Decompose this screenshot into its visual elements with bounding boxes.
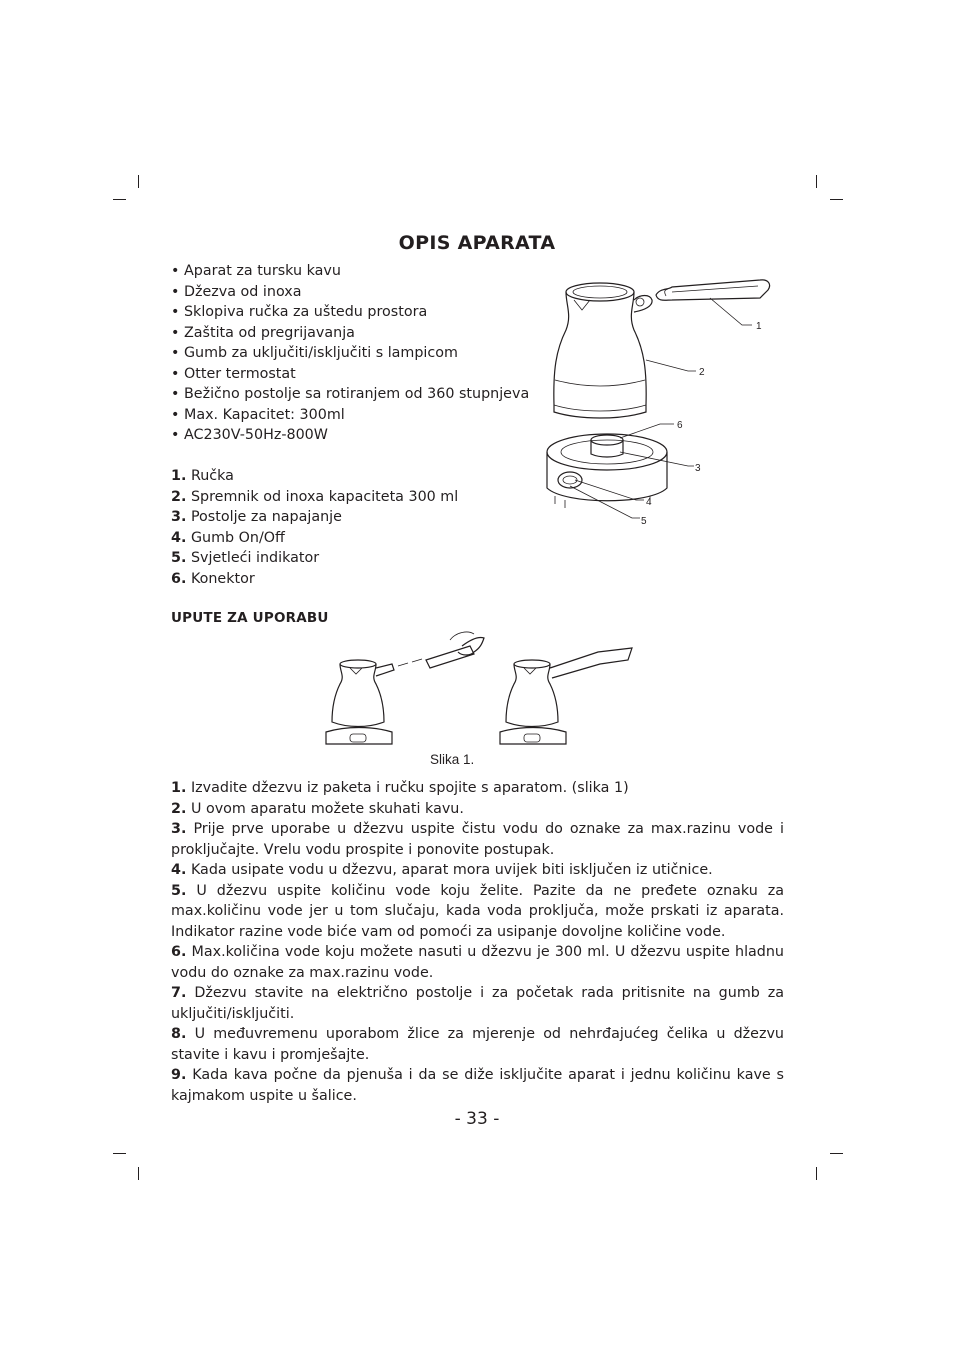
step-item bbox=[171, 881, 784, 943]
step-text: Kada usipate vodu u džezvu, aparat mora uvijek biti isključen iz utičnice. bbox=[190, 862, 713, 878]
step-number: 8. bbox=[171, 1026, 187, 1042]
step-number: 6. bbox=[171, 944, 187, 960]
step-text: U međuvremenu uporabom žlice za mjerenje od nehrđajućeg čelika u džezvu stavite i kavu i promješajte. bbox=[171, 1026, 784, 1063]
step-item bbox=[171, 983, 784, 1024]
feature-item: • Max. Kapacitet: 300ml bbox=[171, 406, 345, 423]
feature-item: • Sklopiva ručka za uštedu prostora bbox=[171, 304, 428, 320]
part-number: 2. bbox=[171, 488, 187, 505]
part-label: Konektor bbox=[190, 570, 255, 587]
step-number: 4. bbox=[171, 862, 187, 878]
feature-item: • Gumb za uključiti/isključiti s lampicom bbox=[171, 345, 458, 361]
step-item bbox=[171, 942, 784, 983]
part-label: Postolje za napajanje bbox=[190, 509, 342, 525]
figure-caption: Slika 1. bbox=[430, 752, 475, 767]
step-text: Max.količina vode koju možete nasuti u džezvu je 300 ml. U džezvu uspite hladnu vodu do oznake za max.razinu vode. bbox=[171, 944, 784, 981]
step-text: Izvadite džezvu iz paketa i ručku spojite s aparatom. (slika 1) bbox=[190, 780, 629, 796]
part-number: 1. bbox=[171, 468, 187, 484]
step-number: 9. bbox=[171, 1067, 187, 1083]
step-item bbox=[171, 799, 784, 820]
feature-item: • Džezva od inoxa bbox=[171, 283, 302, 300]
diagram-label: 6 bbox=[677, 420, 683, 431]
step-text: Kada kava počne da pjenuša i da se diže isključite aparat i jednu količinu kave s kajmakom uspite u šalice. bbox=[171, 1067, 785, 1104]
feature-item: • Bežično postolje sa rotiranjem od 360 stupnjeva bbox=[171, 386, 530, 402]
part-label: Ručka bbox=[190, 468, 234, 484]
step-number: 3. bbox=[171, 821, 187, 837]
diagram-label: 3 bbox=[695, 463, 701, 474]
step-item bbox=[171, 778, 784, 799]
step-item bbox=[171, 860, 784, 881]
feature-item: • Otter termostat bbox=[171, 365, 296, 382]
instruction-steps bbox=[171, 778, 784, 1106]
usage-heading: UPUTE ZA UPORABU bbox=[171, 610, 329, 626]
part-number: 4. bbox=[171, 529, 187, 546]
step-number: 1. bbox=[171, 780, 187, 796]
diagram-label: 2 bbox=[699, 367, 705, 378]
part-number: 6. bbox=[171, 570, 187, 587]
page-number: - 33 - bbox=[454, 1109, 500, 1129]
part-number: 3. bbox=[171, 509, 187, 525]
pot-with-detached-handle bbox=[326, 632, 484, 744]
diagram-label: 1 bbox=[756, 321, 762, 332]
part-number: 5. bbox=[171, 550, 187, 566]
step-number: 7. bbox=[171, 985, 187, 1001]
step-text: Prije prve uporabe u džezvu uspite čistu vodu do oznake za max.razinu vode i proključajte. Vrelu vodu prospite i ponovite postupak. bbox=[171, 821, 784, 858]
step-item bbox=[171, 1065, 784, 1106]
page-title: OPIS APARATA bbox=[398, 232, 556, 254]
step-number: 5. bbox=[171, 882, 187, 899]
step-number: 2. bbox=[171, 800, 187, 817]
part-label: Svjetleći indikator bbox=[190, 550, 320, 566]
diagram-label: 4 bbox=[646, 497, 652, 508]
step-item bbox=[171, 1024, 784, 1065]
step-text: Džezvu stavite na električno postolje i za početak rada pritisnite na gumb za uključiti/isključiti. bbox=[171, 985, 785, 1022]
feature-item: • AC230V-50Hz-800W bbox=[171, 427, 328, 443]
part-label: Gumb On/Off bbox=[190, 529, 285, 546]
part-label: Spremnik od inoxa kapaciteta 300 ml bbox=[190, 488, 459, 505]
step-text: U ovom aparatu možete skuhati kavu. bbox=[190, 800, 464, 817]
feature-item: • Zaštita od pregrijavanja bbox=[171, 324, 355, 341]
pot-with-attached-handle bbox=[500, 648, 632, 744]
feature-item: • Aparat za tursku kavu bbox=[171, 263, 341, 279]
step-item bbox=[171, 819, 784, 860]
diagram-label: 5 bbox=[641, 516, 647, 527]
step-text: U džezvu uspite količinu vode koju želite. Pazite da ne pređete oznaku za max.količinu vode jer u tom slučaju, kada voda proključa, može prskati iz aparata. Indikator razine vode biće vam od pomoći za usipanje dovoljne količine vode. bbox=[171, 882, 785, 940]
